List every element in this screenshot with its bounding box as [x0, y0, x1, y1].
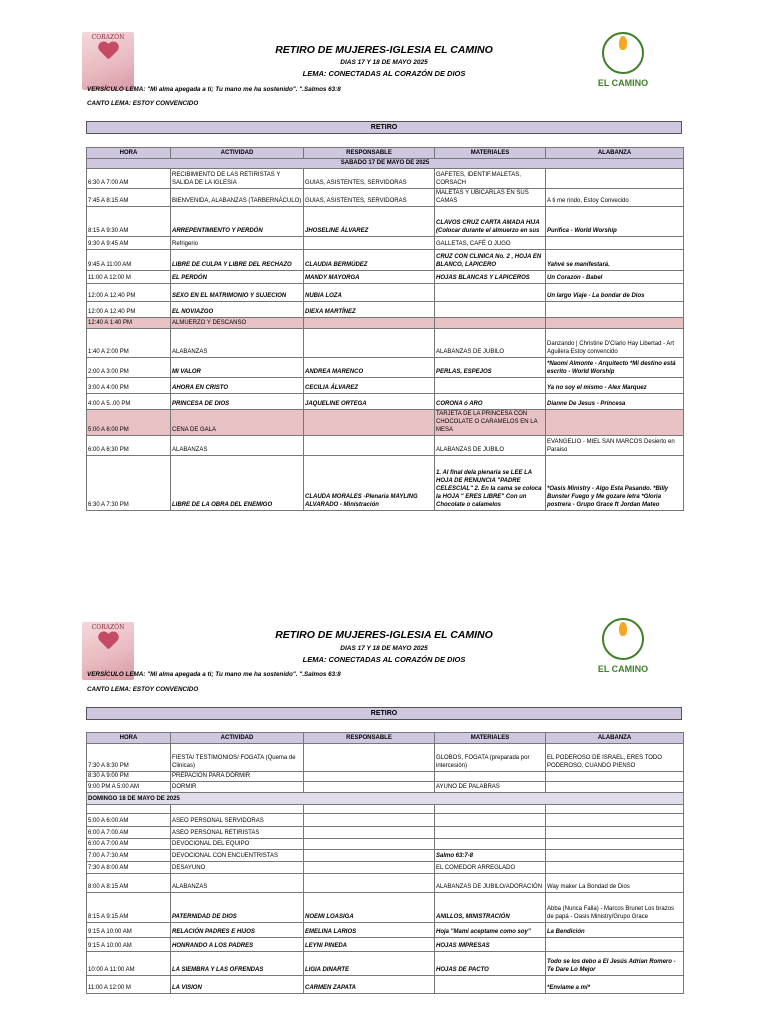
cell-hora: 11:00 A 12:00 M [87, 976, 171, 994]
cell-materiales [435, 318, 546, 329]
document-dates: DIAS 17 Y 18 DE MAYO 2025 [340, 59, 428, 66]
cell-alabanza: Danzando | Christine D'Clario Hay Libertad - Art Aguilera Estoy convencido [546, 329, 684, 358]
section-header-retiro: RETIRO [86, 707, 682, 720]
cell-actividad: ALABANZAS [171, 436, 304, 456]
cell-materiales: ALABANZAS DE JUBILO [435, 436, 546, 456]
cell-alabanza [546, 862, 684, 874]
table-row [87, 436, 684, 456]
cell-materiales: MALETAS Y UBICARLAS EN SUS CAMAS [435, 189, 546, 207]
col-header-responsable: RESPONSABLE [304, 148, 435, 159]
col-header-alabanza: ALABANZA [546, 733, 684, 744]
cell-hora: 11:00 A 12:00 M [87, 271, 171, 284]
cell-responsable: GUIAS, ASISTENTES, SERVIDORAS [304, 189, 435, 207]
table-row [87, 237, 684, 250]
cell-alabanza: Way maker La Bondad de Dios [546, 874, 684, 893]
empty-cell [304, 805, 435, 814]
cell-responsable: MANDY MAYORGA [304, 271, 435, 284]
table-row [87, 744, 684, 772]
cell-actividad: BIENVENIDA, ALABANZAS (TARBERNÁCULO) [171, 189, 304, 207]
cell-materiales [435, 814, 546, 827]
cell-hora: 12:00 A 12:40 PM [87, 302, 171, 318]
table-row [87, 938, 684, 952]
cell-hora: 10:00 A 11:00 AM [87, 952, 171, 976]
cell-responsable [304, 862, 435, 874]
cell-materiales: EL COMEDOR ARREGLADO [435, 862, 546, 874]
cell-responsable [304, 782, 435, 793]
day-band-saturday [87, 159, 684, 169]
cell-actividad: EL PERDÓN [171, 271, 304, 284]
table-row [87, 394, 684, 410]
cell-hora: 8:30 A 9:00 PM [87, 772, 171, 782]
cell-hora: 9:00 PM A 5:00 AM [87, 782, 171, 793]
cell-alabanza [546, 410, 684, 436]
cell-actividad: DEVOCIONAL DEL EQUIPO [171, 839, 304, 850]
cell-actividad: LIBRE DE LA OBRA DEL ENEMIGO [171, 456, 304, 511]
cell-materiales: CLAVOS CRUZ CARTA AMADA HIJA (Colocar durante el almuerzo en sus [435, 207, 546, 237]
spacer-row [87, 805, 684, 814]
schedule-table-sunday [86, 732, 684, 994]
day-band-sunday [87, 793, 684, 805]
cell-actividad: PATERNIDAD DE DIOS [171, 893, 304, 923]
cell-alabanza: EVANGELIO - MIEL SAN MARCOS Desierto en Paraiso [546, 436, 684, 456]
cell-hora: 1:40 A 2:00 PM [87, 329, 171, 358]
cell-hora: 7:30 A 8:30 PM [87, 744, 171, 772]
cell-responsable: NUBIA LOZA [304, 284, 435, 302]
cell-hora: 9:45 A 11:00 AM [87, 250, 171, 271]
table-row [87, 782, 684, 793]
cell-hora: 12:00 A 12:40 PM [87, 284, 171, 302]
cell-responsable [304, 814, 435, 827]
cell-hora: 6:00 A 7:00 AM [87, 827, 171, 839]
cell-alabanza: Un Corazón - Babel [546, 271, 684, 284]
cell-hora: 7:00 A 7:30 AM [87, 850, 171, 862]
table-row [87, 302, 684, 318]
cell-alabanza [546, 237, 684, 250]
cell-alabanza [546, 772, 684, 782]
cell-actividad: ALABANZAS [171, 329, 304, 358]
cell-actividad: LIBRE DE CULPA Y LIBRE DEL RECHAZO [171, 250, 304, 271]
cell-responsable: LIGIA DINARTE [304, 952, 435, 976]
cell-alabanza [546, 827, 684, 839]
table-row [87, 410, 684, 436]
cell-actividad: CENA DE GALA [171, 410, 304, 436]
cell-responsable: CLAUDA MORALES -Plenaria MAYLING ALVARADO - Ministración [304, 456, 435, 511]
table-row [87, 862, 684, 874]
table-row [87, 976, 684, 994]
cell-materiales: Hoja "Mami aceptame como soy" [435, 923, 546, 938]
versiculo-lema: VERSÍCULO LEMA: "Mi alma apegada a ti; Tu mano me ha sostenido". ".Salmos 63:8 [87, 86, 341, 93]
cell-hora: 9:15 A 10:00 AM [87, 923, 171, 938]
cell-alabanza: Dianne De Jesus - Princesa [546, 394, 684, 410]
cell-actividad: DEVOCIONAL CON ENCUENTRISTAS [171, 850, 304, 862]
cell-responsable: ANDREA MARENCO [304, 358, 435, 378]
cell-materiales: CRUZ CON CLINICA No. 2 , HOJA EN BLANCO, LAPICERO [435, 250, 546, 271]
table-header-row [87, 148, 684, 159]
cell-alabanza [546, 169, 684, 189]
cell-actividad: RELACIÓN PADRES E HIJOS [171, 923, 304, 938]
cell-alabanza: A ti me rindo, Estoy Convecido [546, 189, 684, 207]
cell-materiales: CORONA ó ARO [435, 394, 546, 410]
cell-responsable: DIEXA MARTÍNEZ [304, 302, 435, 318]
canto-lema: CANTO LEMA: ESTOY CONVENCIDO [87, 686, 199, 693]
cell-materiales: TARJETA DE LA PRINCESA CON CHOCOLATE O CARAMELOS EN LA MESA [435, 410, 546, 436]
cell-alabanza: *Oasis Ministry - Algo Esta Pasando. *Billy Bunster Fuego y Me gozare letra *Gloria postrera - Grupo Grace ft Jordan Mateo [546, 456, 684, 511]
cell-responsable: JHOSELINE ÁLVAREZ [304, 207, 435, 237]
day-band-sunday-label: DOMINGO 18 DE MAYO DE 2025 [87, 793, 684, 805]
cell-responsable [304, 827, 435, 839]
cell-hora: 5:00 A 6:00 AM [87, 814, 171, 827]
cell-responsable [304, 329, 435, 358]
cell-actividad: Refrigerio [171, 237, 304, 250]
cell-alabanza [546, 850, 684, 862]
cell-alabanza [546, 318, 684, 329]
cell-materiales: GAFETES, IDENTIF.MALETAS, CORSACH [435, 169, 546, 189]
cell-responsable [304, 744, 435, 772]
col-header-materiales: MATERIALES [435, 733, 546, 744]
cell-materiales [435, 284, 546, 302]
cell-responsable [304, 850, 435, 862]
cell-hora: 9:30 A 9:45 AM [87, 237, 171, 250]
cell-responsable: JAQUELINE ORTEGA [304, 394, 435, 410]
document-lema: LEMA: CONECTADAS AL CORAZÓN DE DIOS [302, 69, 466, 78]
cell-responsable: CARMEN ZAPATA [304, 976, 435, 994]
cell-responsable [304, 436, 435, 456]
table-row [87, 839, 684, 850]
cell-responsable [304, 772, 435, 782]
cell-alabanza: Yahvé se manifestará. [546, 250, 684, 271]
cell-alabanza: *Naomi Almonte - Arquitecto *Mi destino está escrito - World Worship [546, 358, 684, 378]
cell-alabanza [546, 814, 684, 827]
cell-actividad: ARREPENTIMIENTO Y PERDÓN [171, 207, 304, 237]
empty-cell [171, 805, 304, 814]
table-row [87, 827, 684, 839]
cell-hora: 12:40 A 1:40 PM [87, 318, 171, 329]
cell-hora: 5:00 A 6:00 PM [87, 410, 171, 436]
table-row [87, 284, 684, 302]
cell-materiales: 1. Al final dela plenaria se LEE LA HOJA DE RENUNCIA "PADRE CELESCIAL" 2. En la cama se coloca la HOJA " ERES LIBRE" Con un Chocolate o calamelos [435, 456, 546, 511]
cell-hora: 8:15 A 9:30 AM [87, 207, 171, 237]
cell-actividad: DORMIR [171, 782, 304, 793]
cell-hora: 6:00 A 7:00 AM [87, 839, 171, 850]
cell-actividad: ASEO PERSONAL SERVIDORAS [171, 814, 304, 827]
document-title: RETIRO DE MUJERES-IGLESIA EL CAMINO [275, 629, 493, 641]
cell-materiales: ALABANZAS DE JUBILO/ADORACIÓN [435, 874, 546, 893]
cell-hora: 7:45 A 8:15 AM [87, 189, 171, 207]
cell-hora: 8:00 A 8:15 AM [87, 874, 171, 893]
empty-cell [87, 805, 171, 814]
document-dates: DIAS 17 Y 18 DE MAYO 2025 [340, 645, 428, 652]
table-row [87, 772, 684, 782]
cell-hora: 9:15 A 10:00 AM [87, 938, 171, 952]
cell-materiales: HOJAS DE PACTO [435, 952, 546, 976]
table-row [87, 952, 684, 976]
cell-alabanza: Todo se los debo a El Jesús Adrian Romero - Te Dare Lo Mejor [546, 952, 684, 976]
cell-alabanza [546, 938, 684, 952]
cell-actividad: LA SIEMBRA Y LAS OFRENDAS [171, 952, 304, 976]
cell-alabanza: La Bendición [546, 923, 684, 938]
church-logo-label: EL CAMINO [597, 78, 649, 88]
cell-actividad: MI VALOR [171, 358, 304, 378]
cell-materiales: ANILLOS, MINISTRACIÓN [435, 893, 546, 923]
col-header-hora: HORA [87, 148, 171, 159]
cell-alabanza: Purifica - World Worship [546, 207, 684, 237]
cell-responsable [304, 237, 435, 250]
table-row [87, 358, 684, 378]
cell-hora: 4:00 A 5..00 PM [87, 394, 171, 410]
table-row [87, 378, 684, 394]
cell-actividad: ALABANZAS [171, 874, 304, 893]
table-row [87, 456, 684, 511]
cell-hora: 6:00 A 6:30 PM [87, 436, 171, 456]
col-header-actividad: ACTIVIDAD [171, 733, 304, 744]
cell-alabanza: Un largo Viaje - La bondar de Dios [546, 284, 684, 302]
cell-materiales: GALLETAS, CAFÉ O JUGO [435, 237, 546, 250]
cell-alabanza [546, 839, 684, 850]
cell-actividad: SEXO EN EL MATRIMONIO Y SUJECION [171, 284, 304, 302]
logo-left-label: CORAZÓN [91, 624, 125, 631]
cell-materiales [435, 772, 546, 782]
cell-responsable: GUIAS, ASISTENTES, SERVIDORAS [304, 169, 435, 189]
document-title: RETIRO DE MUJERES-IGLESIA EL CAMINO [275, 44, 493, 56]
cell-responsable [304, 410, 435, 436]
cell-alabanza: Ya no soy el mismo - Alex Marquez [546, 378, 684, 394]
cell-materiales [435, 827, 546, 839]
cell-responsable [304, 839, 435, 850]
table-row [87, 893, 684, 923]
cell-actividad: LA VISION [171, 976, 304, 994]
cell-responsable: CECILIA ÁLVAREZ [304, 378, 435, 394]
versiculo-lema: VERSÍCULO LEMA: "Mi alma apegada a ti; Tu mano me ha sostenido". ".Salmos 63:8 [87, 671, 341, 678]
cell-alabanza: *Enviame a mí* [546, 976, 684, 994]
empty-cell [546, 805, 684, 814]
table-row [87, 169, 684, 189]
cell-materiales: HOJAS BLANCAS Y LAPICEROS [435, 271, 546, 284]
cell-materiales: Salmo 63:7-8 [435, 850, 546, 862]
cell-hora: 7:30 A 8:00 AM [87, 862, 171, 874]
cell-responsable: NOEMI LOASIGA [304, 893, 435, 923]
cell-materiales [435, 839, 546, 850]
cell-materiales [435, 378, 546, 394]
col-header-responsable: RESPONSABLE [304, 733, 435, 744]
table-row [87, 850, 684, 862]
cell-hora: 2:00 A 3:00 PM [87, 358, 171, 378]
cell-materiales: PERLAS, ESPEJOS [435, 358, 546, 378]
schedule-table-saturday [86, 147, 684, 511]
cell-actividad: ASEO PERSONAL RETIRISTAS [171, 827, 304, 839]
table-row [87, 874, 684, 893]
table-row [87, 814, 684, 827]
cell-materiales [435, 302, 546, 318]
table-header-row [87, 733, 684, 744]
cell-responsable: EMELINA LARIOS [304, 923, 435, 938]
col-header-materiales: MATERIALES [435, 148, 546, 159]
cell-hora: 6:30 A 7:30 PM [87, 456, 171, 511]
cell-actividad: AHORA EN CRISTO [171, 378, 304, 394]
cell-actividad: PREPACION PARA DORMIR [171, 772, 304, 782]
cell-materiales: ALABANZAS DE JUBILO [435, 329, 546, 358]
logo-left-label: CORAZÓN [91, 34, 125, 41]
col-header-hora: HORA [87, 733, 171, 744]
cell-hora: 8:15 A 9:15 AM [87, 893, 171, 923]
church-logo-label: EL CAMINO [597, 664, 649, 674]
table-row [87, 207, 684, 237]
day-band-saturday-label: SABADO 17 DE MAYO DE 2025 [87, 159, 684, 169]
cell-actividad: FIESTA/ TESTIMONIOS/ FOGATA (Quema de Clinicas) [171, 744, 304, 772]
col-header-alabanza: ALABANZA [546, 148, 684, 159]
cell-materiales: HOJAS IMPRESAS [435, 938, 546, 952]
cell-alabanza: Abba (Nunca Falla) - Marcos Brunet Los brazos de papá - Oasis Ministry/Grupo Grace [546, 893, 684, 923]
cell-alabanza: EL PODEROSO DE ISRAEL, ERES TODO PODEROSO, CUANDO PIENSO [546, 744, 684, 772]
cell-materiales: GLOBOS, FOGATA (preparada por intercesión) [435, 744, 546, 772]
cell-alabanza [546, 302, 684, 318]
document-lema: LEMA: CONECTADAS AL CORAZÓN DE DIOS [302, 655, 466, 664]
section-header-retiro: RETIRO [86, 121, 682, 134]
cell-materiales [435, 976, 546, 994]
cell-alabanza [546, 782, 684, 793]
cell-actividad: DESAYUNO [171, 862, 304, 874]
cell-actividad: PRINCESA DE DIOS [171, 394, 304, 410]
table-row [87, 250, 684, 271]
cell-hora: 6:30 A 7:00 AM [87, 169, 171, 189]
cell-responsable [304, 874, 435, 893]
cell-actividad: ALMUERZO Y DESCANSO [171, 318, 304, 329]
col-header-actividad: ACTIVIDAD [171, 148, 304, 159]
cell-actividad: HONRANDO A LOS PADRES [171, 938, 304, 952]
cell-actividad: EL NOVIAZGO [171, 302, 304, 318]
table-row [87, 189, 684, 207]
cell-hora: 3:00 A 4:00 PM [87, 378, 171, 394]
empty-cell [435, 805, 546, 814]
canto-lema: CANTO LEMA: ESTOY CONVENCIDO [87, 100, 199, 107]
cell-actividad: RECIBIMIENTO DE LAS RETIRISTAS Y SALIDA DE LA IGLESIA [171, 169, 304, 189]
table-row [87, 271, 684, 284]
table-row [87, 318, 684, 329]
table-row [87, 329, 684, 358]
cell-responsable: LEYNI PINEDA [304, 938, 435, 952]
cell-responsable: CLAUDIA BERMÚDEZ [304, 250, 435, 271]
cell-materiales: AYUNO DE PALABRAS [435, 782, 546, 793]
table-row [87, 923, 684, 938]
cell-responsable [304, 318, 435, 329]
